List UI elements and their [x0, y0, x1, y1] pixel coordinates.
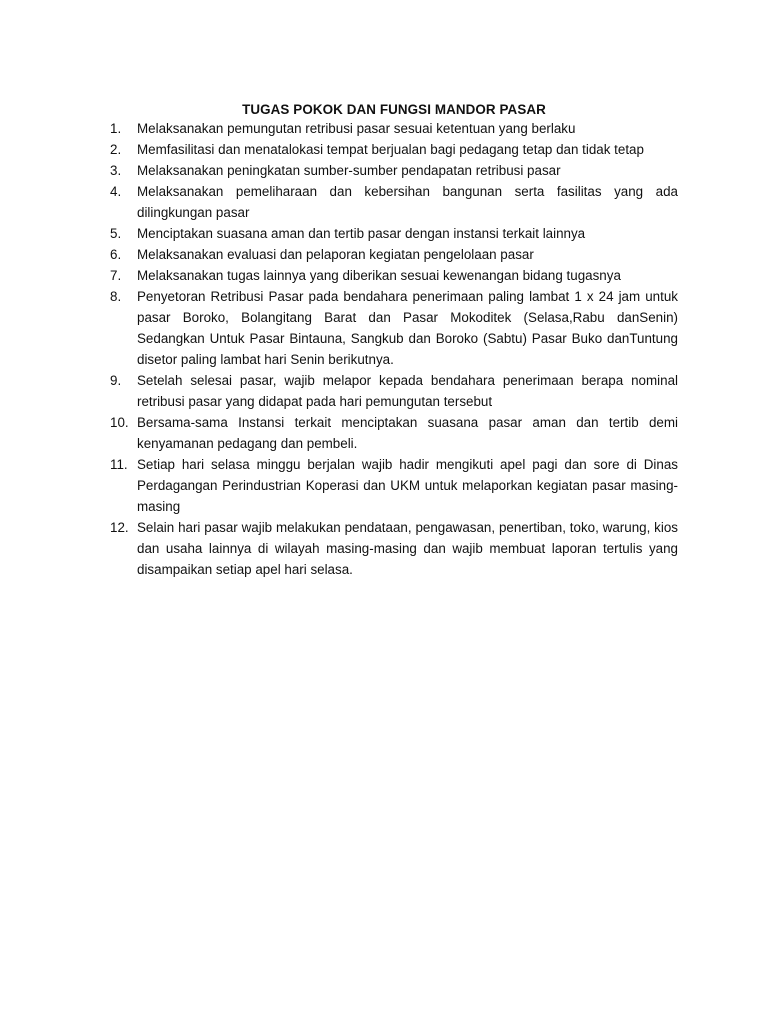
list-item — [110, 265, 678, 286]
list-item — [110, 244, 678, 265]
item-number: 1. — [110, 121, 122, 136]
document-title: TUGAS POKOK DAN FUNGSI MANDOR PASAR — [242, 102, 546, 117]
item-text: Menciptakan suasana aman dan tertib pasar dengan instansi terkait lainnya — [137, 226, 586, 241]
item-text: Setiap hari selasa minggu berjalan wajib hadir mengikuti apel pagi dan sore di Dinas Perdagangan Perindustrian Koperasi dan UKM untuk melaporkan kegiatan pasar masing-masing — [137, 457, 678, 514]
item-text: Setelah selesai pasar, wajib melapor kepada bendahara penerimaan berapa nominal retribusi pasar yang didapat pada hari pemungutan tersebut — [137, 373, 678, 409]
item-text: Melaksanakan evaluasi dan pelaporan kegiatan pengelolaan pasar — [137, 247, 534, 262]
list-item — [110, 223, 678, 244]
item-text: Memfasilitasi dan menatalokasi tempat berjualan bagi pedagang tetap dan tidak tetap — [137, 142, 644, 157]
list-item — [110, 517, 678, 580]
item-number: 7. — [110, 268, 122, 283]
item-number: 9. — [110, 373, 122, 388]
item-text: Melaksanakan peningkatan sumber-sumber pendapatan retribusi pasar — [137, 163, 561, 178]
duty-list — [110, 118, 678, 580]
item-number: 4. — [110, 184, 122, 199]
item-text: Bersama-sama Instansi terkait menciptakan suasana pasar aman dan tertib demi kenyamanan pedagang dan pembeli. — [137, 415, 678, 451]
list-item — [110, 454, 678, 517]
item-number: 6. — [110, 247, 122, 262]
item-text: Penyetoran Retribusi Pasar pada bendahara penerimaan paling lambat 1 x 24 jam untuk pasar Boroko, Bolangitang Barat dan Pasar Mokoditek (Selasa,Rabu danSenin) Sedangkan Untuk Pasar Bintauna, Sangkub dan Boroko (Sabtu) Pasar Buko danTuntung disetor paling lambat hari Senin berikutnya. — [137, 289, 678, 367]
list-item — [110, 181, 678, 223]
item-number: 2. — [110, 142, 122, 157]
item-text: Selain hari pasar wajib melakukan pendataan, pengawasan, penertiban, toko, warung, kios dan usaha lainnya di wilayah masing-masing dan wajib membuat laporan tertulis yang disampaikan setiap apel hari selasa. — [137, 520, 678, 577]
item-number: 8. — [110, 289, 122, 304]
item-text: Melaksanakan pemungutan retribusi pasar sesuai ketentuan yang berlaku — [137, 121, 576, 136]
item-text: Melaksanakan tugas lainnya yang diberikan sesuai kewenangan bidang tugasnya — [137, 268, 621, 283]
item-number: 5. — [110, 226, 122, 241]
item-number: 12. — [110, 520, 129, 535]
item-number: 11. — [110, 457, 128, 472]
item-number: 10. — [110, 415, 129, 430]
list-item — [110, 160, 678, 181]
list-item — [110, 370, 678, 412]
list-item — [110, 286, 678, 370]
list-item — [110, 118, 678, 139]
list-item — [110, 412, 678, 454]
list-item — [110, 139, 678, 160]
item-text: Melaksanakan pemeliharaan dan kebersihan bangunan serta fasilitas yang ada dilingkungan pasar — [137, 184, 678, 220]
item-number: 3. — [110, 163, 122, 178]
